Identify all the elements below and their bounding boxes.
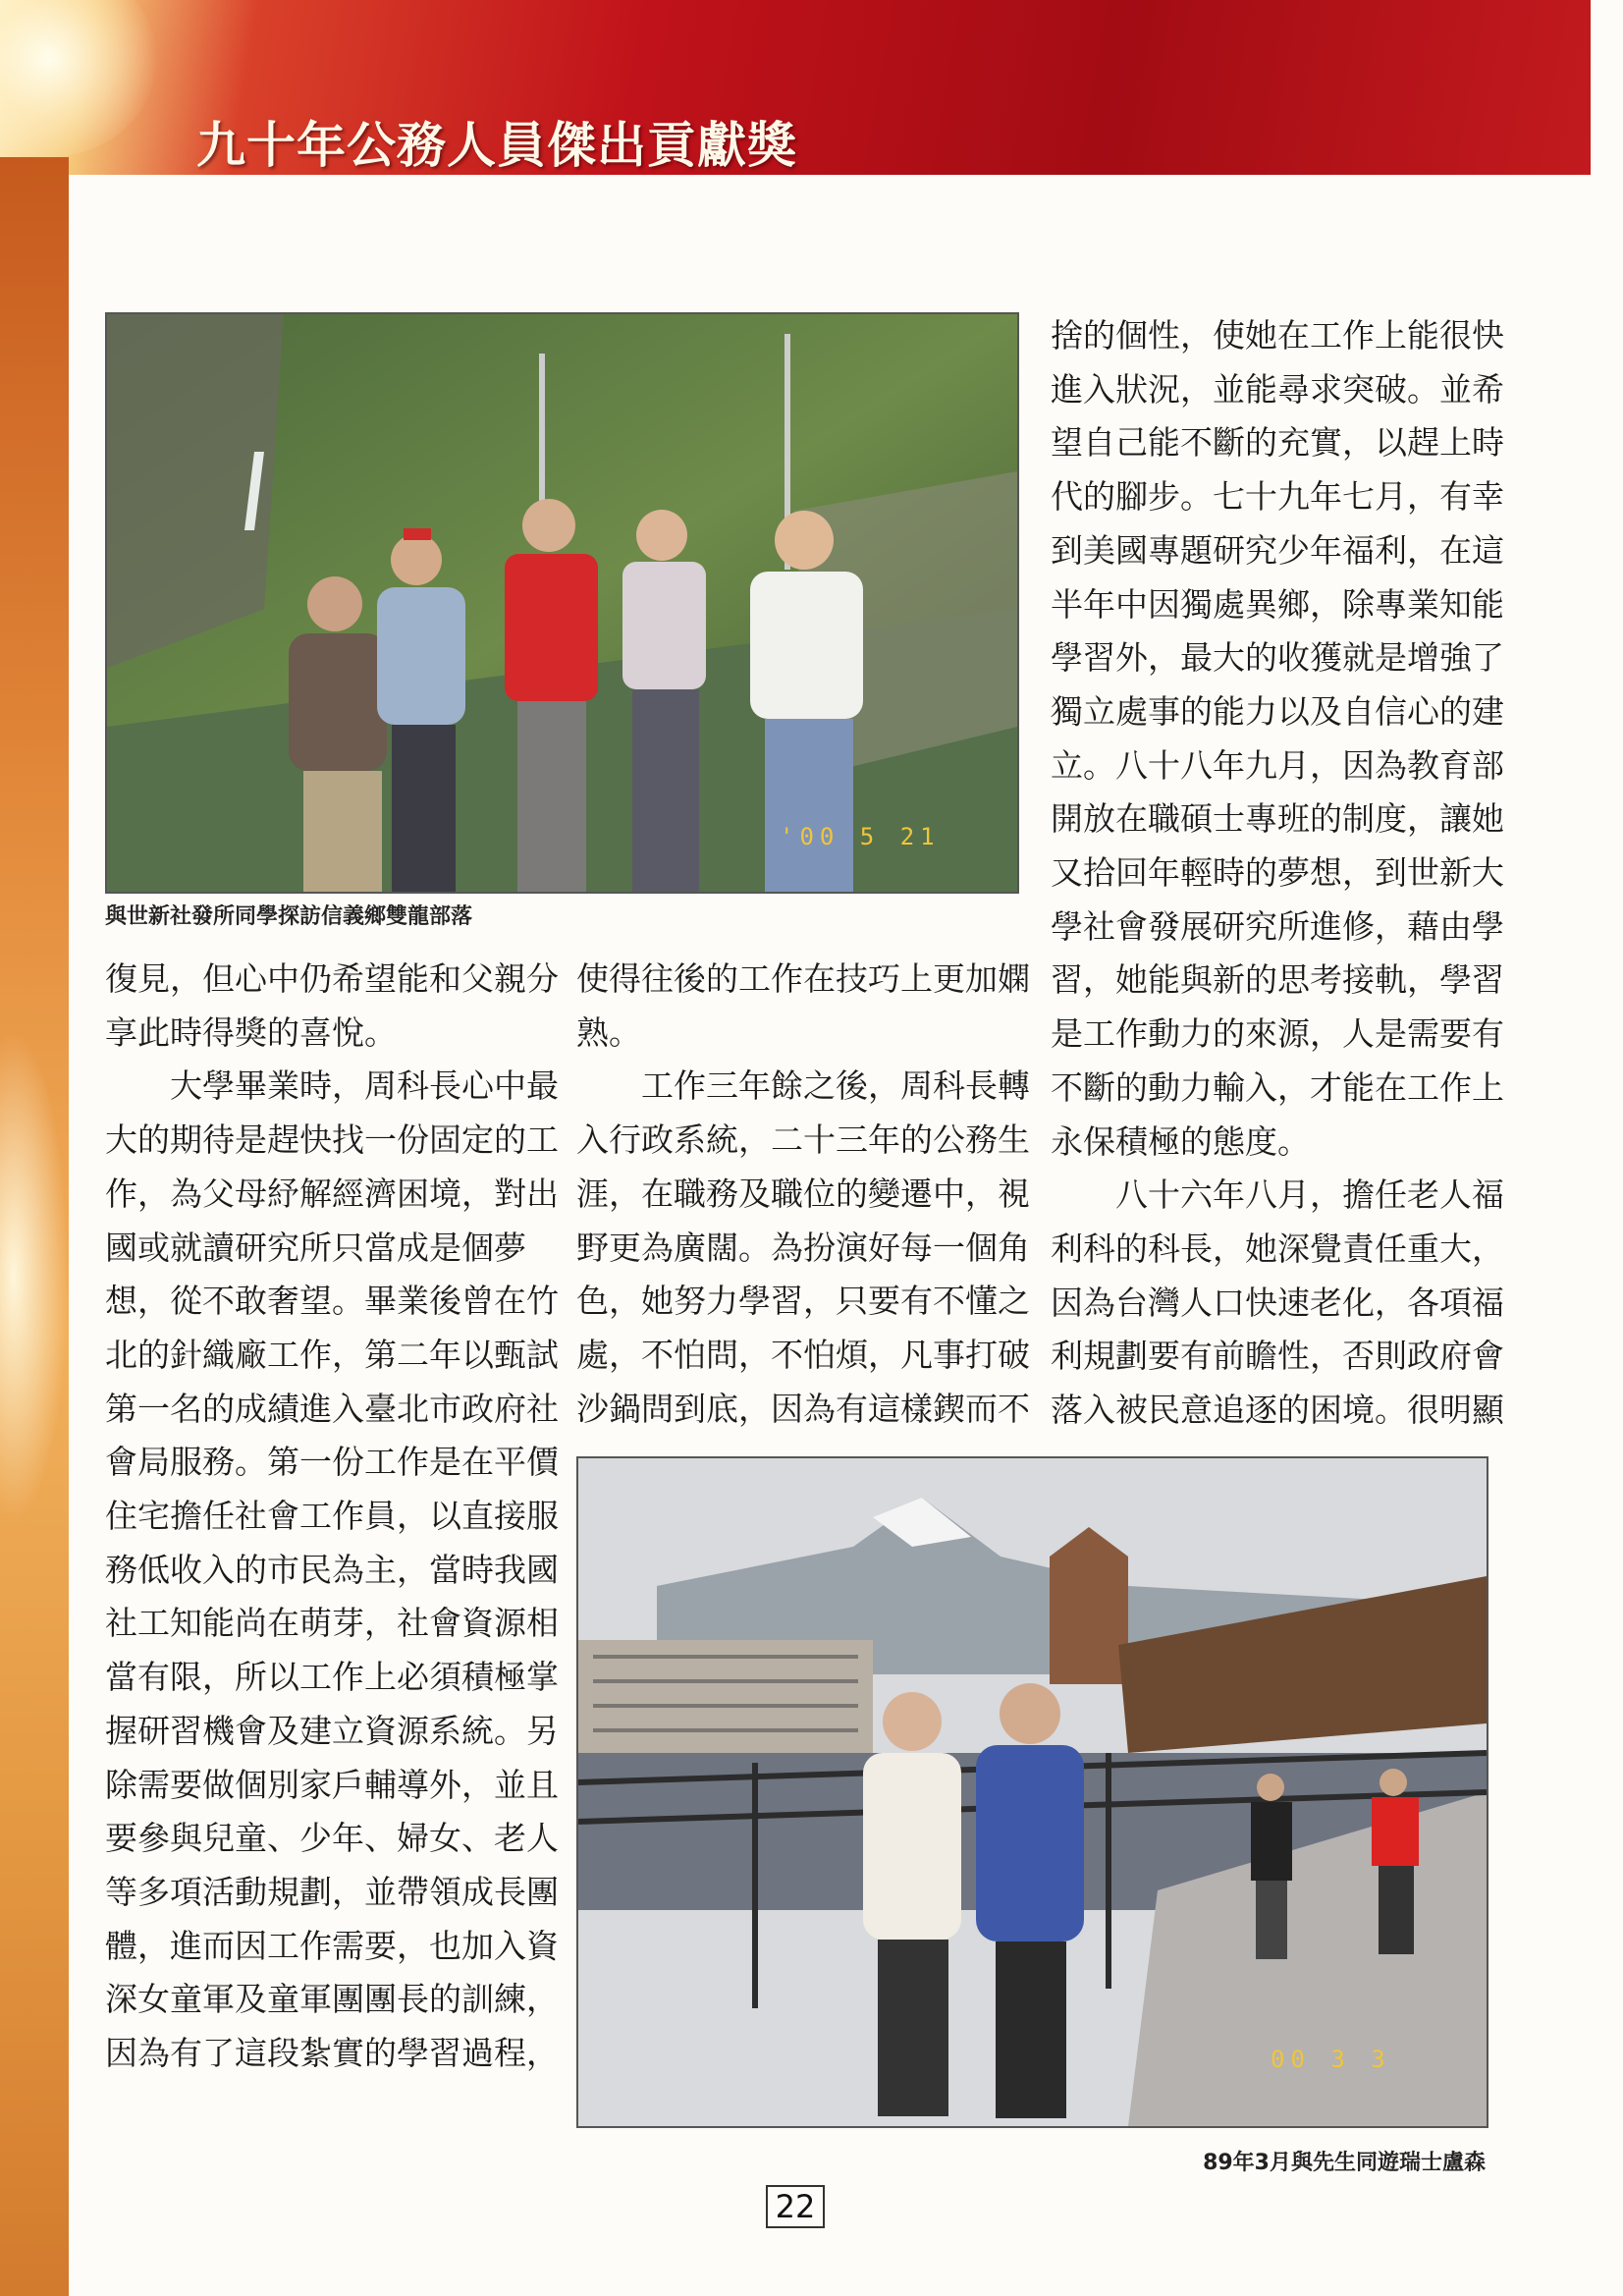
person-4 bbox=[622, 510, 706, 892]
paragraph-line: 等多項活動規劃，並帶領成長團 bbox=[105, 1872, 559, 1911]
paragraph-line: 涯，在職務及職位的變遷中，視 bbox=[576, 1174, 1030, 1213]
paragraph-line: 體，進而因工作需要，也加入資 bbox=[105, 1926, 559, 1965]
paragraph-line: 熟。 bbox=[576, 1012, 641, 1052]
paragraph-line: 進入狀況，並能尋求突破。並希 bbox=[1051, 369, 1504, 409]
paragraph-line: 入行政系統，二十三年的公務生 bbox=[576, 1121, 1030, 1160]
paragraph-line: 半年中因獨處異鄉，除專業知能 bbox=[1051, 584, 1504, 624]
paragraph-line: 到美國專題研究少年福利，在這 bbox=[1051, 530, 1504, 570]
photo-1-caption: 與世新社發所同學探訪信義鄉雙龍部落 bbox=[105, 904, 473, 929]
paragraph-line: 享此時得獎的喜悅。 bbox=[105, 1012, 397, 1052]
person-woman bbox=[863, 1692, 961, 2116]
page-title: 九十年公務人員傑出貢獻獎 bbox=[196, 117, 797, 174]
paragraph-line: 社工知能尚在萌芽，社會資源相 bbox=[105, 1604, 559, 1643]
left-strip-highlight bbox=[0, 1031, 69, 1522]
paragraph-line: 野更為廣闊。為扮演好每一個角 bbox=[576, 1228, 1030, 1267]
paragraph-line: 習，她能與新的思考接軌，學習 bbox=[1051, 960, 1504, 1000]
paragraph-line: 處，不怕問，不怕煩，凡事打破 bbox=[576, 1335, 1030, 1374]
text-column-left bbox=[105, 953, 557, 2081]
paragraph-line: 代的腳步。七十九年七月，有幸 bbox=[1051, 477, 1504, 517]
group-photo-mountain-image bbox=[107, 314, 1017, 892]
paragraph-line: 因為有了這段紮實的學習過程， bbox=[105, 2034, 559, 2073]
paragraph-line: 開放在職碩士專班的制度，讓她 bbox=[1051, 799, 1504, 839]
person-3 bbox=[505, 499, 598, 892]
couple-photo-lucerne-image bbox=[578, 1458, 1487, 2126]
paragraph-line: 握研習機會及建立資源系統。另 bbox=[105, 1711, 559, 1750]
paragraph-line: 色，她努力學習，只要有不懂之 bbox=[576, 1282, 1030, 1321]
text-column-middle bbox=[576, 953, 1028, 1436]
paragraph-line: 利科的科長，她深覺責任重大， bbox=[1051, 1229, 1504, 1268]
text-column-right bbox=[1051, 309, 1502, 1438]
photo-2-caption: 89年3月與先生同遊瑞士盧森 bbox=[1203, 2151, 1486, 2175]
group-photo-mountain bbox=[105, 312, 1019, 894]
paragraph-line: 住宅擔任社會工作員，以直接服 bbox=[105, 1497, 559, 1536]
paragraph-line: 不斷的動力輸入，才能在工作上 bbox=[1051, 1067, 1504, 1107]
photo-2-date-stamp: 00 3 3 bbox=[1271, 2046, 1391, 2073]
paragraph-line: 除需要做個別家戶輔導外，並且 bbox=[105, 1765, 559, 1804]
paragraph-line: 國或就讀研究所只當成是個夢 bbox=[105, 1228, 526, 1267]
paragraph-line: 北的針織廠工作，第二年以甄試 bbox=[105, 1335, 559, 1374]
paragraph-line: 作，為父母紓解經濟困境，對出 bbox=[105, 1174, 559, 1213]
paragraph-line: 獨立處事的能力以及自信心的建 bbox=[1051, 691, 1504, 731]
paragraph-line: 復見，但心中仍希望能和父親分 bbox=[105, 959, 559, 998]
paragraph-line: 第一名的成績進入臺北市政府社 bbox=[105, 1389, 559, 1428]
paragraph-line: 落入被民意追逐的困境。很明顯 bbox=[1051, 1391, 1504, 1430]
paragraph-line: 捨的個性，使她在工作上能很快 bbox=[1051, 316, 1504, 355]
paragraph-line: 又拾回年輕時的夢想，到世新大 bbox=[1051, 853, 1504, 893]
paragraph-line: 當有限，所以工作上必須積極掌 bbox=[105, 1658, 559, 1697]
paragraph-line: 是工作動力的來源，人是需要有 bbox=[1051, 1014, 1504, 1054]
paragraph-line: 望自己能不斷的充實，以趕上時 bbox=[1051, 423, 1504, 463]
paragraph-line: 務低收入的市民為主，當時我國 bbox=[105, 1550, 559, 1589]
paragraph-line: 八十六年八月，擔任老人福 bbox=[1051, 1175, 1504, 1215]
couple-photo-lucerne bbox=[576, 1456, 1488, 2128]
paragraph-line: 利規劃要有前瞻性，否則政府會 bbox=[1051, 1337, 1504, 1376]
paragraph-line: 使得往後的工作在技巧上更加嫻 bbox=[576, 959, 1030, 998]
paragraph-line: 學社會發展研究所進修，藉由學 bbox=[1051, 906, 1504, 946]
paragraph-line: 會局服務。第一份工作是在平價 bbox=[105, 1443, 559, 1482]
paragraph-line: 大學畢業時，周科長心中最 bbox=[105, 1066, 559, 1106]
paragraph-line: 想，從不敢奢望。畢業後曾在竹 bbox=[105, 1282, 559, 1321]
paragraph-line: 永保積極的態度。 bbox=[1051, 1121, 1310, 1161]
paragraph-line: 深女童軍及童軍團團長的訓練， bbox=[105, 1980, 559, 2019]
paragraph-line: 立。八十八年九月，因為教育部 bbox=[1051, 745, 1504, 785]
paragraph-line: 學習外，最大的收獲就是增強了 bbox=[1051, 638, 1504, 678]
paragraph-line: 要參與兒童、少年、婦女、老人 bbox=[105, 1819, 559, 1858]
paragraph-line: 沙鍋問到底，因為有這樣鍥而不 bbox=[576, 1389, 1030, 1428]
page-number: 22 bbox=[766, 2185, 825, 2228]
photo-1-date-stamp: '00 5 21 bbox=[780, 823, 941, 850]
paragraph-line: 工作三年餘之後，周科長轉 bbox=[576, 1066, 1030, 1106]
paragraph-line: 大的期待是趕快找一份固定的工 bbox=[105, 1121, 559, 1160]
paragraph-line: 因為台灣人口快速老化，各項福 bbox=[1051, 1283, 1504, 1322]
